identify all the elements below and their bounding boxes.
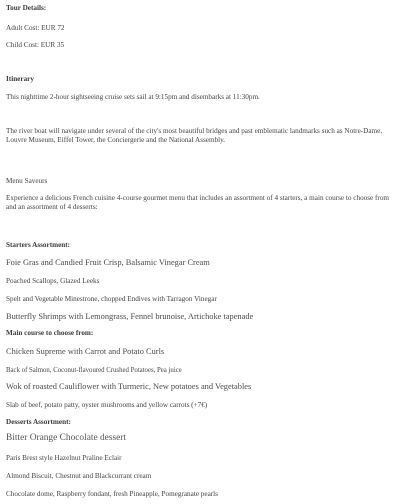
tour-details-heading: Tour Details: bbox=[6, 4, 47, 12]
main-course-heading: Main course to choose from: bbox=[6, 329, 94, 337]
main-course-item: Chicken Supreme with Carrot and Potato Curls bbox=[6, 347, 165, 356]
menu-heading: Menu Saveurs bbox=[6, 177, 48, 185]
menu-intro: Experience a delicious French cuisine 4-course gourmet menu that includes an assortment of 4 starters, a main course to choose from and an assortment of 4 desserts: bbox=[6, 194, 390, 211]
adult-cost: Adult Cost: EUR 72 bbox=[6, 24, 65, 32]
itinerary-heading: Itinerary bbox=[6, 75, 34, 83]
dessert-item: Bitter Orange Chocolate dessert bbox=[6, 433, 127, 443]
main-course-item: Back of Salmon, Coconut-flavoured Crushed Potatoes, Pea juice bbox=[6, 367, 182, 374]
starter-item: Spelt and Vegetable Minestrone, chopped Endives with Tarragon Vinegar bbox=[6, 295, 217, 303]
dessert-item: Chocolate dome, Raspberry fondant, fresh Pineapple, Pomegranate pearls bbox=[6, 490, 218, 498]
dessert-item: Paris Brest style Hazelnut Praline Eclair bbox=[6, 454, 122, 462]
itinerary-paragraph: The river boat will navigate under several of the city's most beautiful bridges and past emblematic landmarks such as Notre-Dame, Louvre Museum, Eiffel Tower, the Conciergerie and the National Assembly. bbox=[6, 127, 383, 144]
itinerary-line: This nighttime 2-hour sightseeing cruise sets sail at 9:15pm and disembarks at 11:30pm. bbox=[6, 93, 260, 101]
starter-item: Butterfly Shrimps with Lemongrass, Fennel brunoise, Artichoke tapenade bbox=[6, 312, 254, 321]
main-course-item: Slab of beef, potato patty, oyster mushrooms and yellow carrots (+7€) bbox=[6, 401, 208, 409]
desserts-heading: Desserts Assortment: bbox=[6, 418, 71, 426]
starters-heading: Starters Assortment: bbox=[6, 241, 71, 249]
starter-item: Poached Scallops, Glazed Leeks bbox=[6, 277, 100, 285]
starter-item: Foie Gras and Candied Fruit Crisp, Balsamic Vinegar Cream bbox=[6, 258, 210, 267]
child-cost: Child Cost: EUR 35 bbox=[6, 41, 65, 49]
dessert-item: Almond Biscuit, Chestnut and Blackcurrant cream bbox=[6, 472, 152, 480]
main-course-item: Wok of roasted Cauliflower with Turmeric, New potatoes and Vegetables bbox=[6, 382, 252, 391]
